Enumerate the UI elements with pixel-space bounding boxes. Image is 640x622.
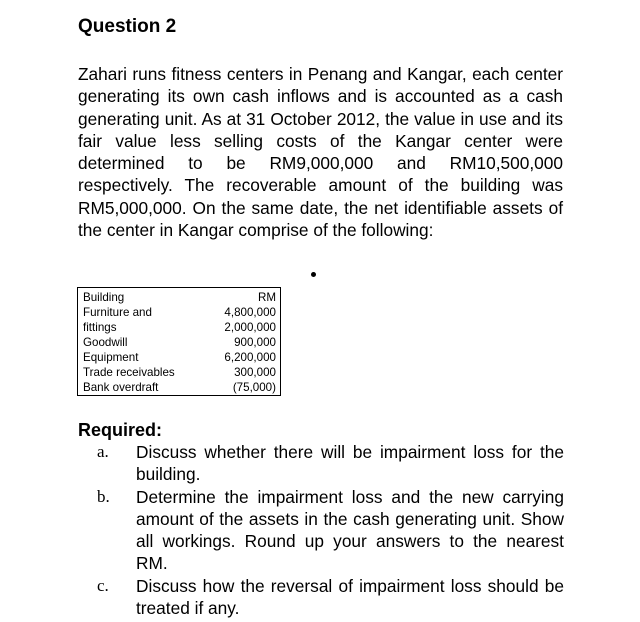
- required-item-a: [97, 441, 564, 486]
- asset-value: 2,000,000: [224, 321, 276, 334]
- required-heading: Required:: [78, 420, 163, 440]
- item-text: Discuss how the reversal of impairment loss should be treated if any.: [136, 575, 564, 619]
- item-text: Discuss whether there will be impairment loss for the building.: [136, 442, 564, 485]
- asset-name: Trade receivables: [83, 366, 175, 379]
- asset-value: 300,000: [234, 366, 276, 379]
- asset-value: 900,000: [234, 336, 276, 349]
- required-item-c: [97, 575, 564, 620]
- asset-name: Bank overdraft: [83, 381, 159, 394]
- asset-name: Building: [83, 291, 125, 304]
- asset-name: Goodwill: [83, 336, 128, 349]
- asset-value: 6,200,000: [224, 351, 276, 364]
- question-intro-paragraph: Zahari runs fitness centers in Penang and Kangar, each center generating its own cash inflows and is accounted as a cash generating unit. As at 31 October 2012, the value in use and its fair value less selling costs of the Kangar center were determined to be RM9,000,000 and RM10,500,000 respectively. The recoverable amount of the building was RM5,000,000. On the same date, the net identifiable assets of the center in Kangar comprise of the following:: [78, 64, 563, 241]
- asset-name: fittings: [83, 321, 117, 334]
- asset-name: Furniture and: [83, 306, 152, 319]
- bullet-dot: [311, 272, 316, 277]
- required-item-b: [97, 486, 564, 575]
- asset-value: (75,000): [232, 381, 276, 394]
- asset-values-column: [196, 290, 276, 395]
- asset-names-column: [83, 290, 203, 395]
- item-text: Determine the impairment loss and the new carrying amount of the assets in the cash generating unit. Show all workings. Round up your answers to the nearest RM.: [136, 486, 564, 574]
- item-letter: b.: [97, 486, 110, 506]
- currency-header: RM: [257, 291, 276, 304]
- asset-value: 4,800,000: [224, 306, 276, 319]
- item-letter: a.: [97, 442, 109, 461]
- net-assets-table: [77, 287, 281, 396]
- item-letter: c.: [97, 575, 109, 595]
- required-list: [97, 441, 564, 619]
- question-heading: Question 2: [78, 16, 177, 37]
- asset-name: Equipment: [83, 351, 139, 364]
